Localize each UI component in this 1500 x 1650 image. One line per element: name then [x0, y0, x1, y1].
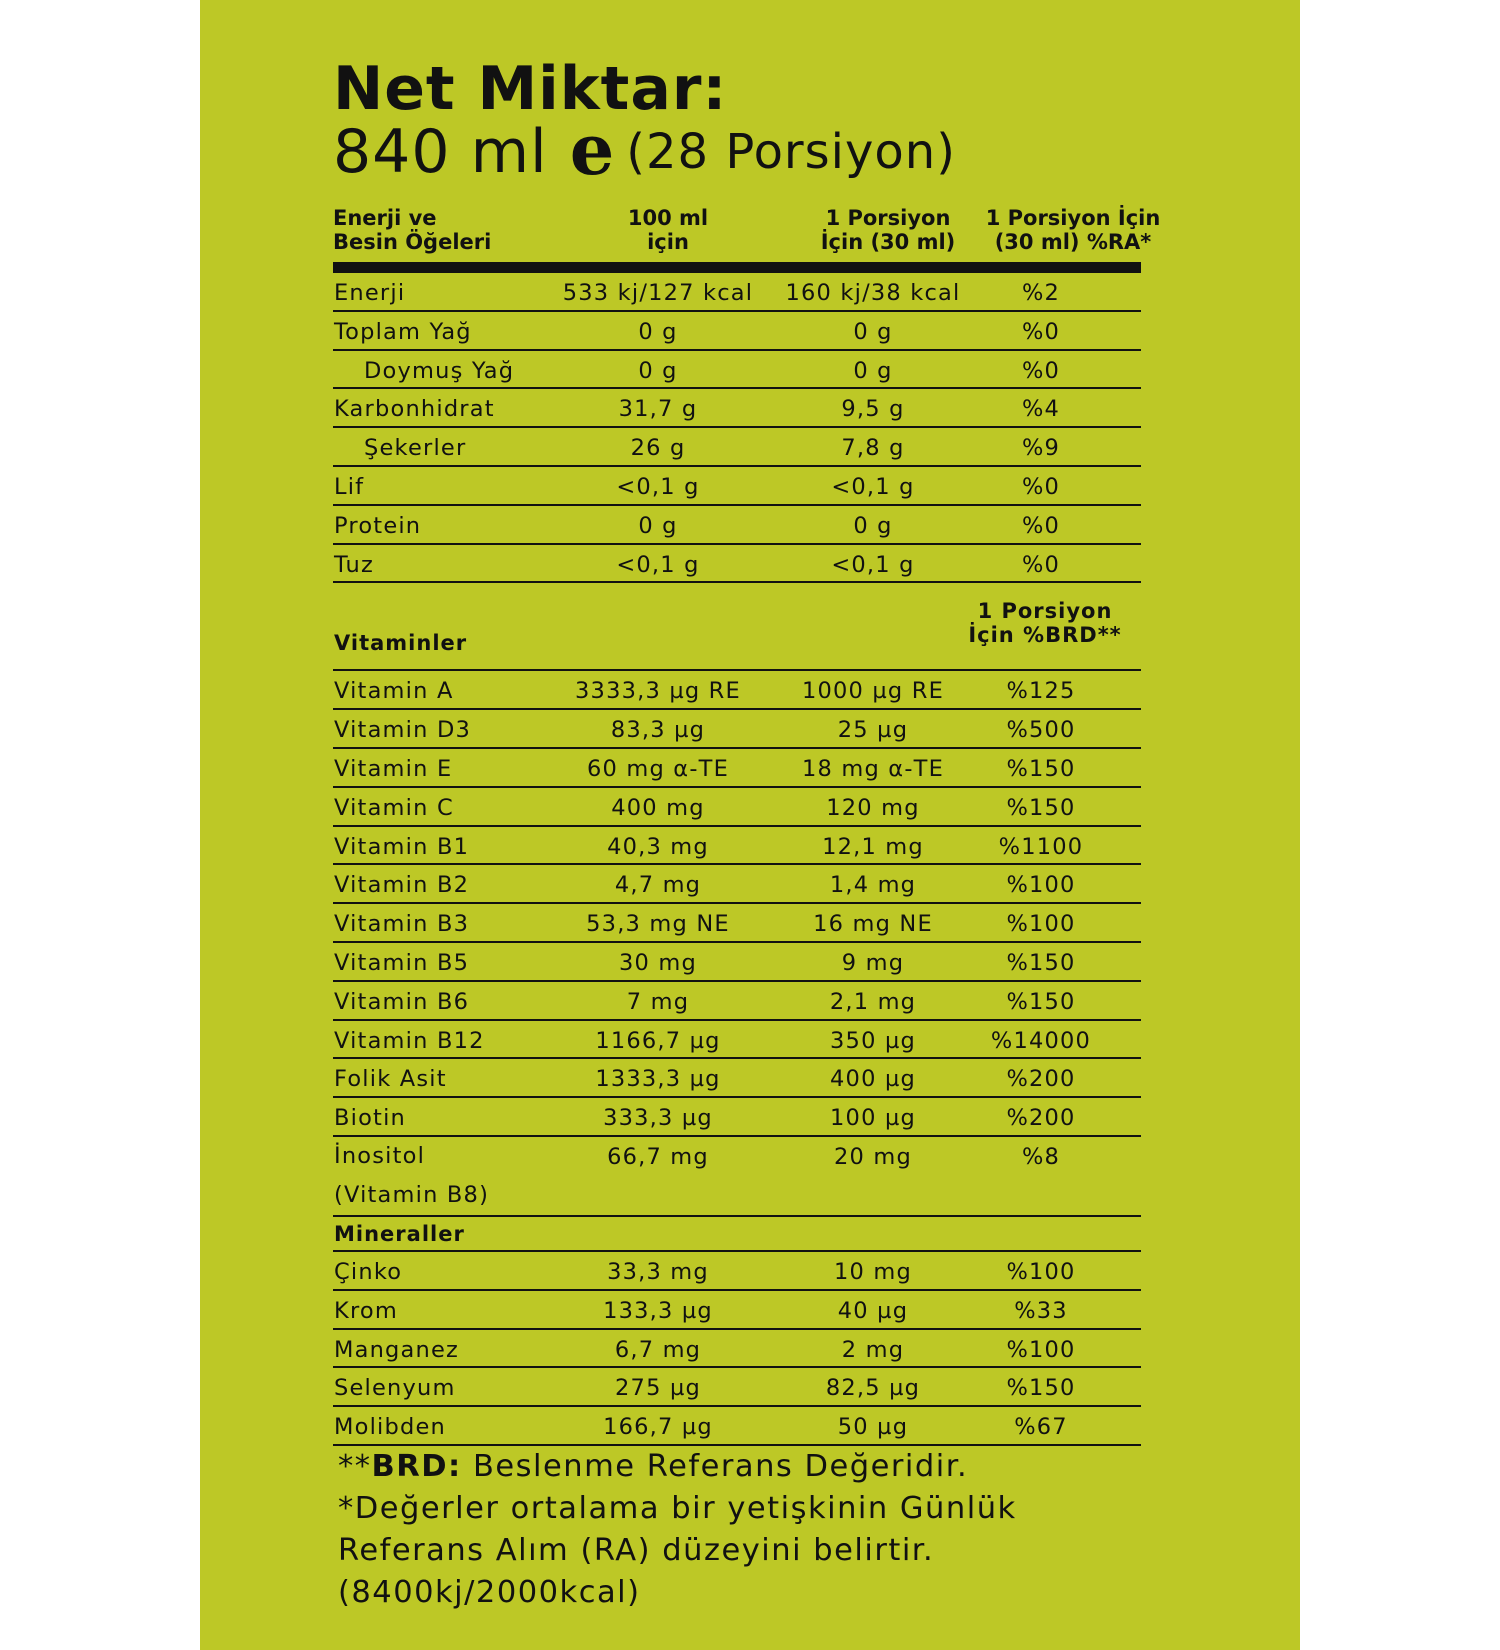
ra-footnote-line: *Değerler ortalama bir yetişkinin Günlük	[338, 1491, 1017, 1526]
nutrient-name: Tuz	[334, 551, 374, 578]
percent-value: %0	[1021, 318, 1061, 345]
table-row	[333, 943, 1141, 982]
ra-footnote-line: Referans Alım (RA) düzeyini belirtir.	[338, 1533, 935, 1568]
per-serving-value: 0 g	[853, 318, 893, 345]
table-row	[333, 351, 1141, 390]
percent-value: %150	[1006, 794, 1076, 821]
header-per-serving: 1 Porsiyon İçin (30 ml)	[820, 206, 956, 254]
table-row	[333, 506, 1141, 545]
percent-value: %0	[1021, 473, 1061, 500]
per-serving-value: 0 g	[853, 512, 893, 539]
nutrient-name: Vitamin B12	[334, 1027, 485, 1054]
nutrient-name: Selenyum	[334, 1375, 456, 1402]
nutrient-name: Krom	[334, 1297, 398, 1324]
table-row	[333, 788, 1141, 827]
net-amount-line	[333, 108, 1141, 191]
per-serving-value: 1,4 mg	[829, 872, 917, 899]
percent-value: %200	[1006, 1066, 1076, 1093]
table-row	[333, 545, 1141, 584]
nutrient-name: Vitamin B5	[334, 949, 470, 976]
per-serving-value: 18 mg α-TE	[801, 755, 945, 782]
table-row	[333, 1021, 1141, 1060]
per-serving-value: 12,1 mg	[822, 833, 924, 860]
per-serving-value: 350 µg	[830, 1027, 916, 1054]
per-100ml-value: 4,7 mg	[614, 872, 702, 899]
per-serving-value: 160 kj/38 kcal	[785, 280, 961, 306]
per-serving-value: 50 µg	[837, 1414, 909, 1441]
label-panel	[200, 0, 1300, 1650]
per-100ml-value: 333,3 µg	[603, 1105, 713, 1132]
serving-count: (28 Porsiyon)	[626, 124, 956, 180]
nutrient-name: Vitamin B3	[334, 911, 470, 938]
percent-value: %0	[1021, 551, 1061, 578]
per-serving-value: 7,8 g	[841, 435, 905, 462]
table-row	[333, 749, 1141, 788]
estimated-sign-icon: e	[569, 108, 615, 191]
minerals-header	[333, 1217, 1141, 1252]
table-row	[333, 1407, 1141, 1446]
per-100ml-value: 60 mg α-TE	[586, 755, 730, 782]
percent-value: %125	[1006, 678, 1076, 705]
percent-value: %200	[1006, 1105, 1076, 1132]
nutrient-name: Vitamin A	[334, 678, 454, 705]
percent-value: %100	[1006, 1336, 1076, 1363]
minerals-label: Mineraller	[334, 1221, 465, 1246]
per-serving-value: 400 µg	[830, 1066, 916, 1093]
per-100ml-value: <0,1 g	[616, 473, 700, 500]
percent-value: %150	[1006, 1375, 1076, 1402]
table-row	[333, 1330, 1141, 1369]
per-100ml-value: 40,3 mg	[607, 833, 709, 860]
nutrient-name: Vitamin B2	[334, 872, 470, 899]
percent-value: %100	[1006, 872, 1076, 899]
per-100ml-value: 33,3 mg	[607, 1258, 709, 1285]
per-100ml-value: 30 mg	[619, 949, 697, 976]
net-quantity: 840 ml	[333, 117, 548, 187]
per-100ml-value: 3333,3 µg RE	[575, 678, 741, 705]
per-100ml-value: 26 g	[630, 435, 686, 462]
vitamin-rows	[333, 671, 1141, 1137]
brd-footnote: **BRD: Beslenme Referans Değeridir.	[338, 1449, 969, 1484]
per-100ml-value: 133,3 µg	[603, 1297, 713, 1324]
nutrient-name: Biotin	[334, 1105, 406, 1132]
per-serving-value: 9,5 g	[841, 396, 905, 423]
nutrient-name: Protein	[334, 512, 422, 539]
nutrient-name: Şekerler	[364, 435, 467, 462]
table-row	[333, 671, 1141, 710]
per-serving-value: 10 mg	[834, 1258, 912, 1285]
percent-value: %150	[1006, 988, 1076, 1015]
table-row	[333, 904, 1141, 943]
table-row	[333, 982, 1141, 1021]
percent-value: %150	[1006, 755, 1076, 782]
per-serving-value: 82,5 µg	[825, 1375, 921, 1402]
percent-value: %500	[1006, 717, 1076, 744]
header-rule	[333, 262, 1141, 273]
per-100ml-value: 166,7 µg	[603, 1414, 713, 1441]
per-100ml-value: <0,1 g	[616, 551, 700, 578]
net-amount-title: Net Miktar:	[333, 54, 728, 124]
table-header	[333, 206, 1161, 256]
vitamins-header	[333, 593, 1141, 671]
per-100ml-value: 400 mg	[611, 794, 705, 821]
table-row	[333, 1137, 1141, 1217]
nutrient-name: Çinko	[334, 1258, 403, 1285]
per-100ml-value: 1333,3 µg	[595, 1066, 721, 1093]
nutrient-name: Molibden	[334, 1414, 446, 1441]
per-serving-value: 0 g	[853, 357, 893, 384]
percent-value: %9	[1021, 435, 1061, 462]
table-row	[333, 428, 1141, 467]
table-row	[333, 389, 1141, 428]
nutrient-name: Vitamin B1	[334, 833, 470, 860]
percent-value: %1100	[998, 833, 1084, 860]
nutrient-name: Enerji	[334, 280, 406, 306]
per-serving-value: 1000 µg RE	[801, 678, 944, 705]
per-100ml-value: 53,3 mg NE	[586, 911, 730, 938]
per-100ml-value: 533 kj/127 kcal	[562, 280, 754, 306]
nutrition-facts	[333, 54, 1161, 1446]
percent-value: %100	[1006, 911, 1076, 938]
table-row	[333, 1291, 1141, 1330]
nutrient-name: İnositol (Vitamin B8)	[334, 1142, 490, 1208]
percent-value: %100	[1006, 1258, 1076, 1285]
per-serving-value: <0,1 g	[831, 473, 915, 500]
table-row	[333, 1368, 1141, 1407]
table-row	[333, 1059, 1141, 1098]
nutrient-name: Vitamin E	[334, 755, 453, 782]
table-row	[333, 273, 1141, 312]
per-serving-value: 20 mg	[834, 1143, 912, 1170]
percent-value: %4	[1021, 396, 1061, 423]
table-row	[333, 1252, 1141, 1291]
per-serving-value: 40 µg	[837, 1297, 909, 1324]
table-row	[333, 1098, 1141, 1137]
per-serving-value: <0,1 g	[831, 551, 915, 578]
nutrient-name: Vitamin D3	[334, 717, 471, 744]
header-ra-percent: 1 Porsiyon İçin (30 ml) %RA*	[985, 206, 1161, 254]
table-row	[333, 865, 1141, 904]
footnotes	[338, 1446, 1098, 1614]
per-100ml-value: 275 µg	[615, 1375, 701, 1402]
nutrient-name: Toplam Yağ	[334, 318, 472, 345]
nutrient-name: Lif	[334, 473, 365, 500]
percent-value: %67	[1014, 1414, 1068, 1441]
percent-value: %33	[1014, 1297, 1068, 1324]
per-serving-value: 16 mg NE	[813, 911, 933, 938]
header-per-100ml: 100 ml için	[627, 206, 709, 254]
vitamins-label: Vitaminler	[334, 631, 468, 656]
mineral-rows	[333, 1252, 1141, 1446]
percent-value: %0	[1021, 357, 1061, 384]
per-serving-value: 2,1 mg	[829, 988, 917, 1015]
per-100ml-value: 1166,7 µg	[595, 1027, 721, 1054]
per-100ml-value: 0 g	[638, 357, 678, 384]
nutrient-name: Manganez	[334, 1336, 460, 1363]
per-serving-value: 2 mg	[841, 1336, 905, 1363]
nutrient-name: Karbonhidrat	[334, 396, 495, 423]
per-serving-value: 25 µg	[837, 717, 909, 744]
per-100ml-value: 31,7 g	[618, 396, 698, 423]
table-row	[333, 467, 1141, 506]
nutrient-name: Doymuş Yağ	[364, 357, 515, 384]
per-100ml-value: 83,3 µg	[610, 717, 706, 744]
nutrient-name: Vitamin C	[334, 794, 454, 821]
table-row	[333, 710, 1141, 749]
percent-value: %150	[1006, 949, 1076, 976]
brd-percent-header: 1 Porsiyon İçin %BRD**	[968, 599, 1122, 648]
ra-footnote-line: (8400kj/2000kcal)	[338, 1575, 641, 1610]
percent-value: %0	[1021, 512, 1061, 539]
header-nutrients: Enerji ve Besin Öğeleri	[333, 206, 492, 254]
per-serving-value: 9 mg	[841, 949, 905, 976]
per-serving-value: 100 µg	[830, 1105, 916, 1132]
percent-value: %2	[1021, 280, 1061, 306]
per-100ml-value: 7 mg	[626, 988, 690, 1015]
per-100ml-value: 66,7 mg	[607, 1143, 709, 1170]
nutrient-name: Vitamin B6	[334, 988, 470, 1015]
per-100ml-value: 6,7 mg	[614, 1336, 702, 1363]
per-serving-value: 120 mg	[826, 794, 920, 821]
nutrient-name: Folik Asit	[334, 1066, 447, 1093]
per-100ml-value: 0 g	[638, 512, 678, 539]
percent-value: %14000	[990, 1027, 1092, 1054]
per-100ml-value: 0 g	[638, 318, 678, 345]
percent-value: %8	[1021, 1143, 1061, 1170]
table-row	[333, 312, 1141, 351]
nutrient-rows	[333, 273, 1141, 583]
table-row	[333, 827, 1141, 866]
